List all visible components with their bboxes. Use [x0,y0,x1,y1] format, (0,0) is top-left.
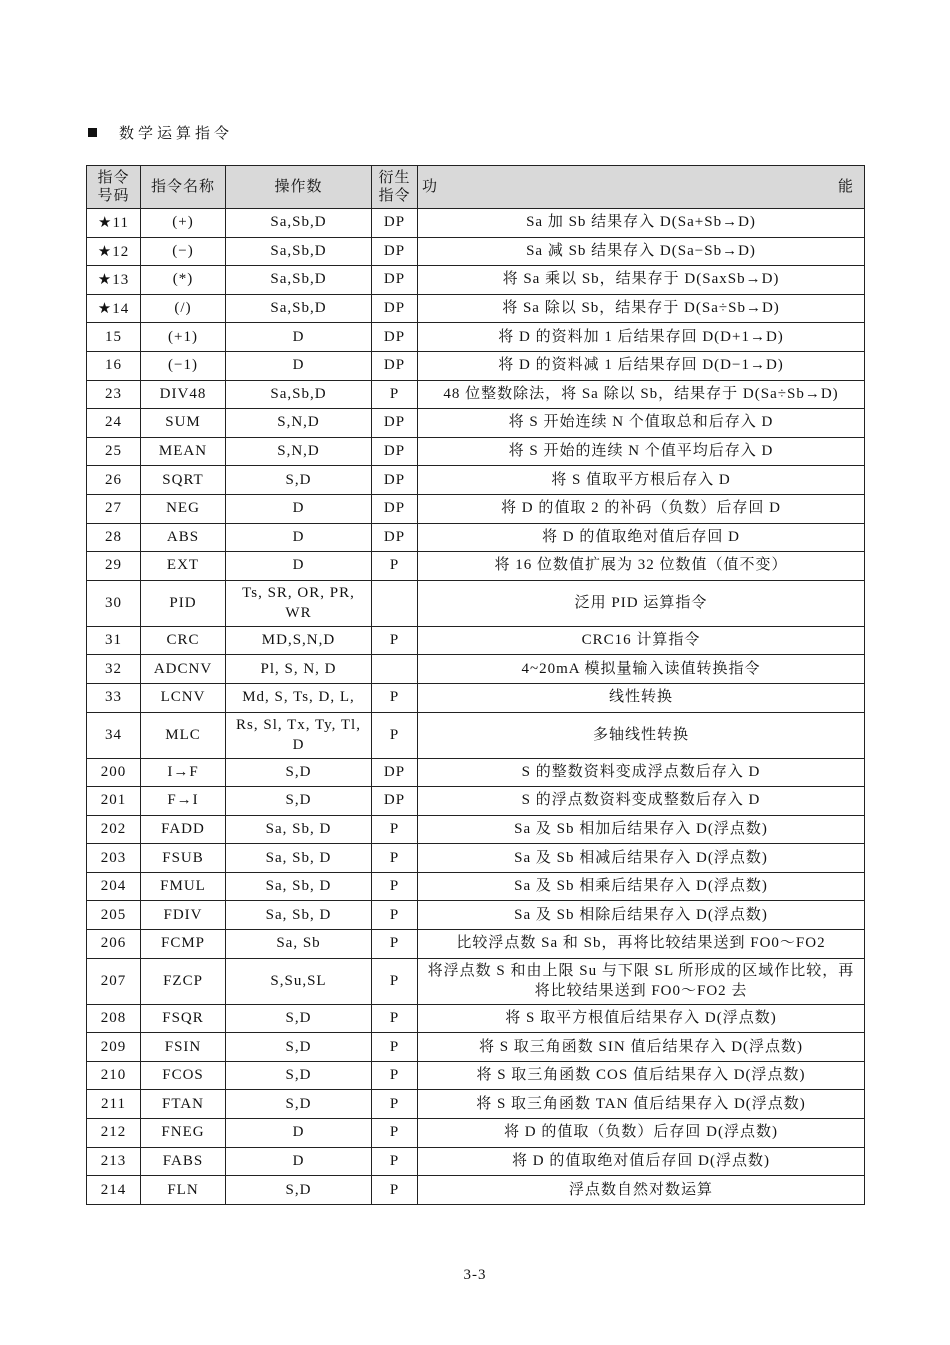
function-description: Sa 减 Sb 结果存入 D(Sa−Sb→D) [418,237,865,266]
derived-instruction: P [372,1004,418,1033]
operands: S,D [226,1004,372,1033]
instruction-code: 212 [87,1119,141,1148]
operands: MD,S,N,D [226,626,372,655]
function-description: 将 D 的值取 2 的补码（负数）后存回 D [418,494,865,523]
table-row [87,683,865,712]
operands: Sa, Sb, D [226,815,372,844]
instruction-name: (*) [141,266,226,295]
table-row [87,1119,865,1148]
operands: Ts, SR, OR, PR, WR [226,580,372,626]
table-row [87,294,865,323]
instruction-name: FMUL [141,872,226,901]
function-description: S 的浮点数资料变成整数后存入 D [418,787,865,816]
instruction-code: 204 [87,872,141,901]
operands: D [226,323,372,352]
table-row [87,351,865,380]
instruction-name: (+1) [141,323,226,352]
instruction-code: 200 [87,758,141,787]
function-description: 将 D 的值取绝对值后存回 D [418,523,865,552]
operands: S,D [226,1061,372,1090]
derived-instruction: P [372,844,418,873]
function-description: Sa 及 Sb 相减后结果存入 D(浮点数) [418,844,865,873]
instruction-code: 29 [87,552,141,581]
derived-instruction: P [372,552,418,581]
function-description: 将 D 的值取绝对值后存回 D(浮点数) [418,1147,865,1176]
derived-instruction: DP [372,209,418,238]
function-description: 4~20mA 模拟量输入读值转换指令 [418,655,865,684]
table-row [87,1090,865,1119]
header-function-left: 功 [422,179,439,195]
table-row [87,409,865,438]
square-bullet-icon [88,128,97,137]
table-row [87,901,865,930]
instruction-code: 26 [87,466,141,495]
instruction-name: F→I [141,787,226,816]
instruction-code: 28 [87,523,141,552]
table-row [87,872,865,901]
function-description: 将 S 取三角函数 COS 值后结果存入 D(浮点数) [418,1061,865,1090]
instruction-code: 207 [87,958,141,1004]
instruction-code: 201 [87,787,141,816]
derived-instruction: P [372,626,418,655]
function-description: 将 16 位数值扩展为 32 位数值（值不变） [418,552,865,581]
table-row [87,1147,865,1176]
table-row [87,655,865,684]
table-row [87,626,865,655]
operands: Sa,Sb,D [226,209,372,238]
instruction-name: MEAN [141,437,226,466]
table-row [87,1061,865,1090]
derived-instruction: P [372,815,418,844]
header-function-right: 能 [837,179,854,195]
table-row [87,552,865,581]
table-row [87,787,865,816]
function-description: 将 S 值取平方根后存入 D [418,466,865,495]
instruction-code: 211 [87,1090,141,1119]
table-row [87,1004,865,1033]
operands: Sa, Sb, D [226,844,372,873]
derived-instruction: DP [372,494,418,523]
instruction-table [86,165,865,1205]
instruction-name: PID [141,580,226,626]
derived-instruction: DP [372,351,418,380]
derived-instruction: P [372,1176,418,1205]
function-description: S 的整数资料变成浮点数后存入 D [418,758,865,787]
instruction-code: 16 [87,351,141,380]
function-description: Sa 及 Sb 相除后结果存入 D(浮点数) [418,901,865,930]
derived-instruction: P [372,712,418,758]
operands: Sa, Sb, D [226,901,372,930]
table-row [87,1176,865,1205]
table-row [87,523,865,552]
instruction-name: FZCP [141,958,226,1004]
function-description: 将 Sa 乘以 Sb，结果存于 D(SaxSb→D) [418,266,865,295]
derived-instruction: DP [372,266,418,295]
derived-instruction [372,655,418,684]
table-row [87,958,865,1004]
derived-instruction: P [372,1119,418,1148]
operands: S,D [226,787,372,816]
instruction-code: 30 [87,580,141,626]
derived-instruction: DP [372,409,418,438]
instruction-code: ★12 [87,237,141,266]
instruction-name: EXT [141,552,226,581]
instruction-name: (−1) [141,351,226,380]
instruction-name: MLC [141,712,226,758]
derived-instruction: DP [372,323,418,352]
function-description: 将 D 的资料加 1 后结果存回 D(D+1→D) [418,323,865,352]
derived-instruction: P [372,872,418,901]
instruction-code: 33 [87,683,141,712]
function-description: Sa 及 Sb 相乘后结果存入 D(浮点数) [418,872,865,901]
derived-instruction: DP [372,237,418,266]
instruction-code: 27 [87,494,141,523]
instruction-name: FCOS [141,1061,226,1090]
function-description: 将浮点数 S 和由上限 Su 与下限 SL 所形成的区域作比较，再将比较结果送到 FO0～FO2 去 [418,958,865,1004]
instruction-code: 203 [87,844,141,873]
instruction-name: (/) [141,294,226,323]
section-heading [88,122,233,143]
instruction-name: (+) [141,209,226,238]
derived-instruction: P [372,1061,418,1090]
operands: D [226,552,372,581]
instruction-code: 202 [87,815,141,844]
function-description: 多轴线性转换 [418,712,865,758]
table-row [87,437,865,466]
table-row [87,266,865,295]
function-description: 将 D 的资料减 1 后结果存回 D(D−1→D) [418,351,865,380]
operands: Sa,Sb,D [226,380,372,409]
instruction-code: 209 [87,1033,141,1062]
table-row [87,1033,865,1062]
instruction-name: SUM [141,409,226,438]
operands: D [226,494,372,523]
header-operands: 操作数 [226,166,372,209]
header-code: 指令 号码 [87,166,141,209]
operands: Md, S, Ts, D, L, [226,683,372,712]
instruction-name: CRC [141,626,226,655]
derived-instruction: P [372,380,418,409]
operands: D [226,523,372,552]
function-description: Sa 及 Sb 相加后结果存入 D(浮点数) [418,815,865,844]
instruction-name: DIV48 [141,380,226,409]
header-derived: 衍生 指令 [372,166,418,209]
instruction-code: 208 [87,1004,141,1033]
table-row [87,237,865,266]
operands: Sa, Sb [226,930,372,959]
function-description: 将 S 开始连续 N 个值取总和后存入 D [418,409,865,438]
instruction-name: FSIN [141,1033,226,1062]
operands: S,D [226,1176,372,1205]
derived-instruction: P [372,1033,418,1062]
derived-instruction: P [372,1147,418,1176]
function-description: 48 位整数除法，将 Sa 除以 Sb，结果存于 D(Sa÷Sb→D) [418,380,865,409]
operands: S,N,D [226,409,372,438]
table-row [87,758,865,787]
instruction-code: ★11 [87,209,141,238]
operands: Pl, S, N, D [226,655,372,684]
derived-instruction: P [372,958,418,1004]
derived-instruction: DP [372,758,418,787]
table-row [87,380,865,409]
function-description: 将 S 取三角函数 TAN 值后结果存入 D(浮点数) [418,1090,865,1119]
function-description: 将 Sa 除以 Sb，结果存于 D(Sa÷Sb→D) [418,294,865,323]
operands: S,N,D [226,437,372,466]
operands: Sa,Sb,D [226,237,372,266]
instruction-code: 15 [87,323,141,352]
page-number: 3-3 [463,1267,487,1283]
instruction-name: FNEG [141,1119,226,1148]
derived-instruction [372,580,418,626]
table-row [87,930,865,959]
operands: D [226,351,372,380]
instruction-name: ADCNV [141,655,226,684]
function-description: 将 D 的值取（负数）后存回 D(浮点数) [418,1119,865,1148]
table-body [87,209,865,1205]
operands: S,D [226,1090,372,1119]
instruction-name: I→F [141,758,226,787]
operands: Sa,Sb,D [226,294,372,323]
table-row [87,494,865,523]
instruction-code: 210 [87,1061,141,1090]
derived-instruction: P [372,683,418,712]
function-description: 将 S 开始的连续 N 个值平均后存入 D [418,437,865,466]
function-description: 泛用 PID 运算指令 [418,580,865,626]
instruction-code: 214 [87,1176,141,1205]
operands: Rs, Sl, Tx, Ty, Tl, D [226,712,372,758]
instruction-name: FSQR [141,1004,226,1033]
instruction-code: 205 [87,901,141,930]
table-row [87,209,865,238]
instruction-name: LCNV [141,683,226,712]
instruction-name: (−) [141,237,226,266]
derived-instruction: P [372,901,418,930]
operands: Sa,Sb,D [226,266,372,295]
section-title: 数学运算指令 [119,126,234,142]
function-description: CRC16 计算指令 [418,626,865,655]
derived-instruction: DP [372,787,418,816]
instruction-name: FADD [141,815,226,844]
instruction-name: NEG [141,494,226,523]
instruction-code: 24 [87,409,141,438]
header-name: 指令名称 [141,166,226,209]
instruction-code: ★14 [87,294,141,323]
derived-instruction: P [372,1090,418,1119]
instruction-code: 31 [87,626,141,655]
function-description: 比较浮点数 Sa 和 Sb，再将比较结果送到 FO0～FO2 [418,930,865,959]
function-description: 将 S 取三角函数 SIN 值后结果存入 D(浮点数) [418,1033,865,1062]
table-row [87,580,865,626]
instruction-code: 206 [87,930,141,959]
operands: Sa, Sb, D [226,872,372,901]
derived-instruction: DP [372,466,418,495]
instruction-name: FSUB [141,844,226,873]
function-description: Sa 加 Sb 结果存入 D(Sa+Sb→D) [418,209,865,238]
operands: S,D [226,1033,372,1062]
instruction-name: FLN [141,1176,226,1205]
derived-instruction: DP [372,294,418,323]
instruction-name: ABS [141,523,226,552]
instruction-name: FDIV [141,901,226,930]
table-row [87,323,865,352]
instruction-name: FTAN [141,1090,226,1119]
derived-instruction: P [372,930,418,959]
instruction-code: 34 [87,712,141,758]
operands: D [226,1147,372,1176]
derived-instruction: DP [372,523,418,552]
instruction-name: FCMP [141,930,226,959]
operands: D [226,1119,372,1148]
function-description: 将 S 取平方根值后结果存入 D(浮点数) [418,1004,865,1033]
function-description: 线性转换 [418,683,865,712]
instruction-code: 23 [87,380,141,409]
instruction-code: 25 [87,437,141,466]
instruction-code: 213 [87,1147,141,1176]
derived-instruction: DP [372,437,418,466]
operands: S,D [226,758,372,787]
header-function [418,166,865,209]
table-header-row [87,166,865,209]
instruction-name: SQRT [141,466,226,495]
table-row [87,466,865,495]
instruction-code: 32 [87,655,141,684]
instruction-name: FABS [141,1147,226,1176]
table-row [87,712,865,758]
function-description: 浮点数自然对数运算 [418,1176,865,1205]
table-row [87,815,865,844]
instruction-code: ★13 [87,266,141,295]
operands: S,Su,SL [226,958,372,1004]
table-row [87,844,865,873]
operands: S,D [226,466,372,495]
